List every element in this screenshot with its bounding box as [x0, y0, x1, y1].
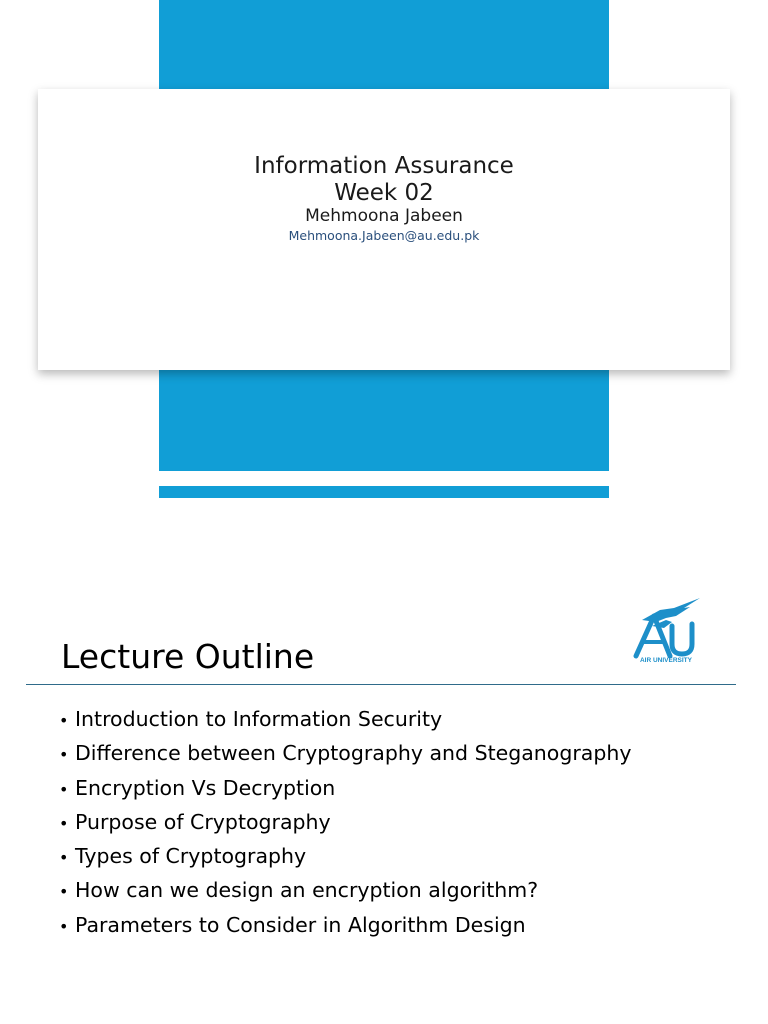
outline-list-item	[59, 874, 631, 908]
outline-list-item-label: Introduction to Information Security	[75, 707, 443, 731]
title-line-2: Week 02	[334, 180, 434, 206]
title-slide-bottom-band	[159, 370, 609, 471]
outline-list-item-label: Types of Cryptography	[75, 844, 307, 869]
author-name: Mehmoona Jabeen	[305, 206, 463, 226]
bullet-glyph: •	[59, 916, 69, 936]
outline-list-item-label: Parameters to Consider in Algorithm Design	[75, 912, 526, 937]
author-email-link[interactable]: Mehmoona.Jabeen@au.edu.pk	[288, 228, 480, 243]
outline-bullet-list	[59, 703, 631, 943]
title-slide-top-band	[159, 0, 609, 89]
outline-list-item-label: Encryption Vs Decryption	[75, 775, 336, 800]
outline-heading: Lecture Outline	[61, 637, 315, 676]
outline-list-item-label: Difference between Cryptography and Steganography	[75, 741, 632, 766]
logo-caption: AIR UNIVERSITY	[639, 657, 693, 664]
bullet-glyph: •	[59, 813, 69, 833]
outline-list-item	[59, 703, 631, 737]
bullet-glyph: •	[59, 848, 69, 868]
outline-list-item	[59, 737, 631, 771]
outline-list-item	[59, 772, 631, 806]
outline-list-item	[59, 840, 631, 874]
title-slide-accent-stripe	[159, 486, 609, 498]
air-university-logo-icon	[630, 596, 702, 664]
outline-list-item	[59, 806, 631, 840]
outline-list-item	[59, 909, 631, 943]
title-slide-card	[38, 89, 730, 370]
bullet-glyph: •	[59, 779, 69, 799]
heading-divider	[26, 684, 736, 685]
title-slide-title	[38, 153, 730, 207]
bullet-glyph: •	[59, 882, 69, 902]
outline-list-item-label: Purpose of Cryptography	[75, 809, 331, 834]
title-line-1: Information Assurance	[254, 153, 514, 179]
outline-list-item-label: How can we design an encryption algorithm?	[75, 878, 539, 903]
bullet-glyph: •	[59, 745, 69, 765]
bullet-glyph: •	[59, 711, 69, 730]
